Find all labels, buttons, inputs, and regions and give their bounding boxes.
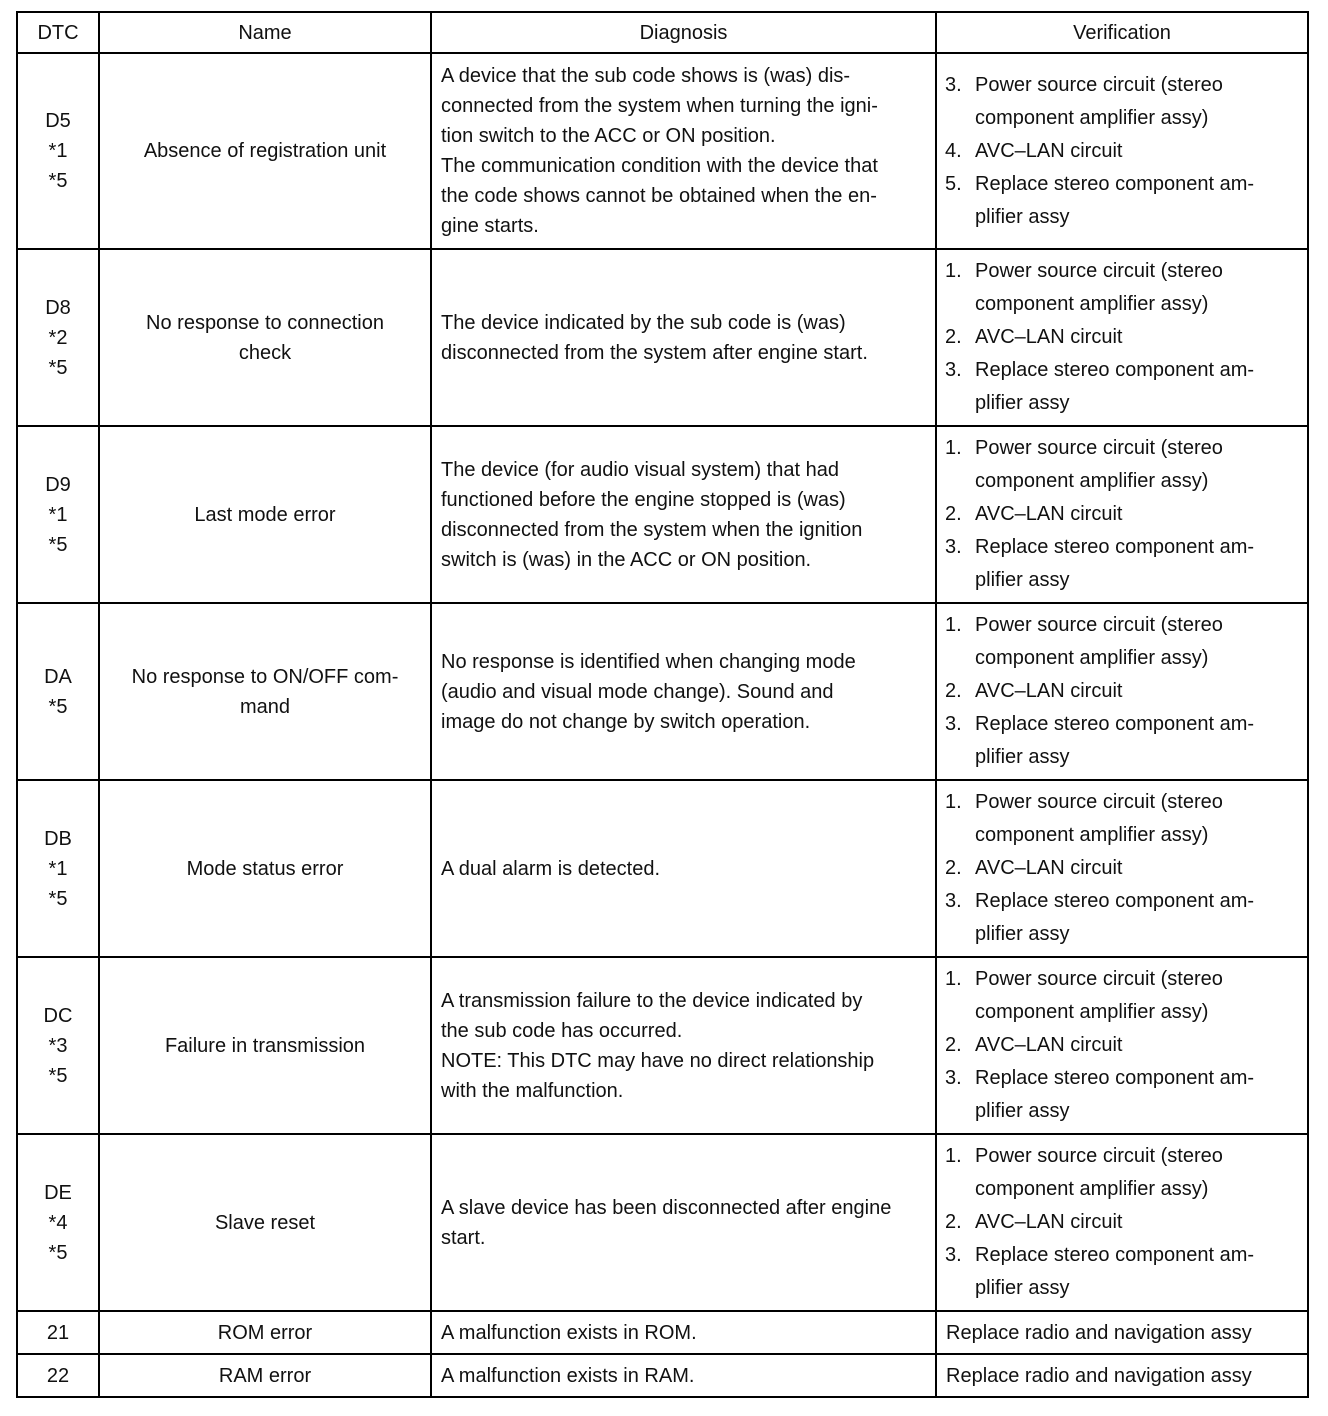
table-row — [17, 1311, 1308, 1354]
header-diagnosis: Diagnosis — [431, 12, 936, 53]
table-row — [17, 780, 1308, 957]
header-name: Name — [99, 12, 431, 53]
dtc-cell — [17, 603, 99, 780]
verification-line: Replace stereo component am- — [975, 536, 1255, 558]
diagnosis-line: A slave device has been disconnected after engine — [441, 1196, 892, 1219]
diagnosis-cell — [431, 1134, 936, 1311]
verification-step-number: 2. — [945, 1034, 962, 1056]
verification-step-number: 3. — [945, 359, 962, 381]
dtc-code-line: 22 — [46, 1364, 70, 1387]
verification-step — [945, 1062, 1301, 1128]
verification-line: AVC–LAN circuit — [975, 1034, 1123, 1056]
name-line: No response to ON/OFF com- — [131, 665, 399, 688]
name-line: Failure in transmission — [164, 1034, 366, 1057]
verification-line: component amplifier assy) — [975, 470, 1209, 492]
verification-step-number: 3. — [945, 713, 962, 735]
verification-step-text — [975, 963, 1301, 1029]
dtc-code-line: D5 — [45, 110, 71, 132]
table-row — [17, 426, 1308, 603]
verification-step-text — [975, 255, 1301, 321]
dtc-cell — [17, 249, 99, 426]
name-line: check — [238, 341, 292, 364]
verification-cell — [936, 53, 1308, 249]
verification-step — [945, 609, 1301, 675]
verification-line: Replace stereo component am- — [975, 713, 1255, 735]
name-cell — [99, 957, 431, 1134]
verification-line: component amplifier assy) — [975, 1001, 1209, 1023]
name-line: mand — [239, 695, 291, 718]
dtc-code-line: *5 — [48, 533, 68, 556]
verification-step — [945, 1140, 1301, 1206]
name-line: Mode status error — [186, 857, 344, 880]
verification-step — [945, 321, 1301, 354]
verification-line: plifier assy — [975, 746, 1070, 768]
dtc-code-line: *2 — [48, 326, 68, 349]
verification-step-text — [975, 69, 1301, 135]
verification-step-text — [975, 1029, 1301, 1062]
name-line: Last mode error — [194, 503, 336, 526]
verification-cell — [936, 603, 1308, 780]
verification-step-number: 2. — [945, 326, 962, 348]
diagnosis-cell — [431, 1311, 936, 1354]
verification-step-text — [975, 432, 1301, 498]
verification-step-text — [975, 531, 1301, 597]
name-cell — [99, 53, 431, 249]
verification-line: AVC–LAN circuit — [975, 326, 1123, 348]
verification-step-text — [975, 1140, 1301, 1206]
verification-line: component amplifier assy) — [975, 647, 1209, 669]
verification-step — [945, 255, 1301, 321]
dtc-code-line: DC — [43, 1004, 73, 1027]
diagnosis-cell — [431, 53, 936, 249]
name-line: RAM error — [218, 1364, 312, 1387]
verification-step-number: 1. — [945, 968, 962, 990]
name-line: ROM error — [217, 1321, 313, 1344]
verification-step-text — [975, 852, 1301, 885]
diagnosis-cell — [431, 426, 936, 603]
diagnosis-line: A malfunction exists in ROM. — [441, 1321, 697, 1344]
dtc-code-line: *4 — [48, 1211, 68, 1234]
table-row — [17, 1134, 1308, 1311]
verification-step — [945, 885, 1301, 951]
diagnosis-cell — [431, 603, 936, 780]
diagnosis-cell — [431, 957, 936, 1134]
dtc-cell — [17, 780, 99, 957]
name-line: Absence of registration unit — [143, 140, 387, 162]
verification-step-number: 2. — [945, 1211, 962, 1233]
dtc-code-line: *5 — [48, 170, 68, 192]
verification-cell — [936, 426, 1308, 603]
name-cell — [99, 780, 431, 957]
diagnosis-line: functioned before the engine stopped is (was) — [441, 488, 846, 511]
verification-step-number: 1. — [945, 791, 962, 813]
verification-step — [945, 675, 1301, 708]
dtc-code-line: DA — [44, 665, 72, 688]
diagnosis-line: the sub code has occurred. — [441, 1019, 683, 1042]
dtc-code-line: *1 — [48, 857, 68, 880]
verification-step-number: 1. — [945, 614, 962, 636]
diagnosis-line: gine starts. — [441, 215, 539, 237]
verification-line: component amplifier assy) — [975, 293, 1209, 315]
table-row — [17, 957, 1308, 1134]
diagnosis-line: The device indicated by the sub code is (was) — [441, 311, 846, 334]
verification-step — [945, 1239, 1301, 1305]
verification-step — [945, 852, 1301, 885]
verification-step — [945, 354, 1301, 420]
verification-line: plifier assy — [975, 205, 1070, 228]
dtc-code-line: *5 — [48, 695, 68, 718]
diagnosis-line: A device that the sub code shows is (was) dis- — [441, 65, 851, 87]
verification-line: Replace stereo component am- — [975, 359, 1255, 381]
verification-step-text — [975, 675, 1301, 708]
verification-step-number: 3. — [945, 890, 962, 912]
dtc-code-line: *5 — [48, 1064, 68, 1087]
verification-step-text — [975, 885, 1301, 951]
verification-line: AVC–LAN circuit — [975, 1211, 1123, 1233]
verification-line: plifier assy — [975, 923, 1070, 945]
verification-line: Power source circuit (stereo — [975, 614, 1223, 636]
verification-line: Replace stereo component am- — [975, 172, 1255, 195]
verification-line: AVC–LAN circuit — [975, 139, 1123, 162]
diagnosis-line: start. — [441, 1226, 486, 1249]
verification-line: AVC–LAN circuit — [975, 680, 1123, 702]
dtc-cell — [17, 957, 99, 1134]
name-cell — [99, 1311, 431, 1354]
verification-line: component amplifier assy) — [975, 106, 1209, 129]
verification-line: plifier assy — [975, 1277, 1070, 1299]
header-dtc: DTC — [17, 12, 99, 53]
dtc-table — [16, 11, 1309, 1398]
dtc-code-line: D9 — [45, 473, 71, 496]
verification-step — [945, 963, 1301, 1029]
dtc-cell — [17, 53, 99, 249]
dtc-cell — [17, 1311, 99, 1354]
diagnosis-line: (audio and visual mode change). Sound and — [441, 680, 834, 703]
diagnosis-line: The communication condition with the device that — [441, 155, 878, 177]
diagnosis-cell — [431, 1354, 936, 1397]
verification-step-number: 5. — [945, 172, 962, 195]
verification-step — [945, 708, 1301, 774]
verification-line: Power source circuit (stereo — [975, 791, 1223, 813]
verification-line: Power source circuit (stereo — [975, 968, 1223, 990]
diagnosis-line: The device (for audio visual system) that had — [441, 458, 839, 481]
verification-step — [945, 135, 1301, 168]
diagnosis-line: tion switch to the ACC or ON position. — [441, 125, 776, 147]
verification-step — [945, 1029, 1301, 1062]
verification-line: plifier assy — [975, 569, 1070, 591]
diagnosis-line: switch is (was) in the ACC or ON position. — [441, 548, 812, 571]
dtc-code-line: *5 — [48, 887, 68, 910]
verification-step-number: 1. — [945, 437, 962, 459]
header-row — [17, 12, 1308, 53]
verification-line: Replace stereo component am- — [975, 890, 1255, 912]
verification-cell: Replace radio and navigation assy — [936, 1354, 1308, 1397]
dtc-code-line: 21 — [46, 1321, 70, 1344]
verification-step — [945, 69, 1301, 135]
verification-step — [945, 531, 1301, 597]
verification-line: plifier assy — [975, 1100, 1070, 1122]
verification-step-text — [975, 354, 1301, 420]
verification-cell — [936, 780, 1308, 957]
diagnosis-line: A malfunction exists in RAM. — [441, 1364, 695, 1387]
verification-step — [945, 1206, 1301, 1239]
diagnosis-line: A dual alarm is detected. — [441, 857, 661, 880]
dtc-cell — [17, 1354, 99, 1397]
table-row — [17, 1354, 1308, 1397]
diagnosis-cell — [431, 780, 936, 957]
verification-step-number: 3. — [945, 73, 962, 96]
table-row — [17, 603, 1308, 780]
diagnosis-line: image do not change by switch operation. — [441, 710, 811, 733]
diagnosis-line: No response is identified when changing mode — [441, 650, 856, 673]
dtc-cell — [17, 426, 99, 603]
verification-line: Replace stereo component am- — [975, 1244, 1255, 1266]
verification-step-number: 3. — [945, 1244, 962, 1266]
dtc-code-line: D8 — [45, 296, 71, 319]
verification-cell — [936, 957, 1308, 1134]
verification-step-number: 2. — [945, 857, 962, 879]
dtc-code-line: *5 — [48, 1241, 68, 1264]
dtc-code-line: DB — [44, 827, 72, 850]
verification-line: AVC–LAN circuit — [975, 857, 1123, 879]
dtc-cell — [17, 1134, 99, 1311]
diagnosis-line: the code shows cannot be obtained when the en- — [441, 185, 877, 207]
verification-step-number: 2. — [945, 503, 962, 525]
verification-line: AVC–LAN circuit — [975, 503, 1123, 525]
diagnosis-line: disconnected from the system after engine start. — [441, 341, 868, 364]
verification-step-text — [975, 1239, 1301, 1305]
table-row — [17, 249, 1308, 426]
verification-line: component amplifier assy) — [975, 824, 1209, 846]
dtc-code-line: *1 — [48, 503, 68, 526]
diagnosis-line: disconnected from the system when the ignition — [441, 518, 863, 541]
verification-step-text — [975, 135, 1301, 168]
diagnosis-line: with the malfunction. — [441, 1079, 624, 1102]
verification-step-text — [975, 708, 1301, 774]
dtc-code-line: DE — [44, 1181, 72, 1204]
verification-step-number: 1. — [945, 1145, 962, 1167]
verification-line: Power source circuit (stereo — [975, 437, 1223, 459]
diagnosis-line: connected from the system when turning the igni- — [441, 95, 878, 117]
name-line: Slave reset — [214, 1211, 316, 1234]
name-cell — [99, 249, 431, 426]
verification-step-number: 3. — [945, 536, 962, 558]
verification-step-text — [975, 609, 1301, 675]
name-line: No response to connection — [146, 311, 384, 334]
verification-step — [945, 498, 1301, 531]
name-cell — [99, 426, 431, 603]
verification-step-text — [975, 168, 1301, 234]
name-cell — [99, 603, 431, 780]
verification-line: plifier assy — [975, 392, 1070, 414]
verification-step-text — [975, 1062, 1301, 1128]
verification-step-text — [975, 321, 1301, 354]
verification-line: Replace stereo component am- — [975, 1067, 1255, 1089]
verification-step — [945, 168, 1301, 234]
verification-step-text — [975, 786, 1301, 852]
verification-line: Power source circuit (stereo — [975, 260, 1223, 282]
name-cell — [99, 1134, 431, 1311]
dtc-code-line: *5 — [48, 356, 68, 379]
table-row — [17, 53, 1308, 249]
verification-step-text — [975, 1206, 1301, 1239]
verification-step-text — [975, 498, 1301, 531]
header-verification: Verification — [936, 12, 1308, 53]
verification-line: Power source circuit (stereo — [975, 1145, 1223, 1167]
dtc-code-line: *1 — [48, 140, 68, 162]
verification-step-number: 3. — [945, 1067, 962, 1089]
diagnosis-line: NOTE: This DTC may have no direct relationship — [441, 1049, 875, 1072]
verification-cell — [936, 249, 1308, 426]
verification-step-number: 2. — [945, 680, 962, 702]
dtc-code-line: *3 — [48, 1034, 68, 1057]
verification-step — [945, 786, 1301, 852]
verification-step-number: 1. — [945, 260, 962, 282]
verification-cell — [936, 1134, 1308, 1311]
verification-line: Power source circuit (stereo — [975, 73, 1223, 96]
diagnosis-line: A transmission failure to the device indicated by — [441, 989, 863, 1012]
name-cell — [99, 1354, 431, 1397]
verification-line: component amplifier assy) — [975, 1178, 1209, 1200]
verification-step — [945, 432, 1301, 498]
verification-step-number: 4. — [945, 139, 962, 162]
verification-cell: Replace radio and navigation assy — [936, 1311, 1308, 1354]
diagnosis-cell — [431, 249, 936, 426]
